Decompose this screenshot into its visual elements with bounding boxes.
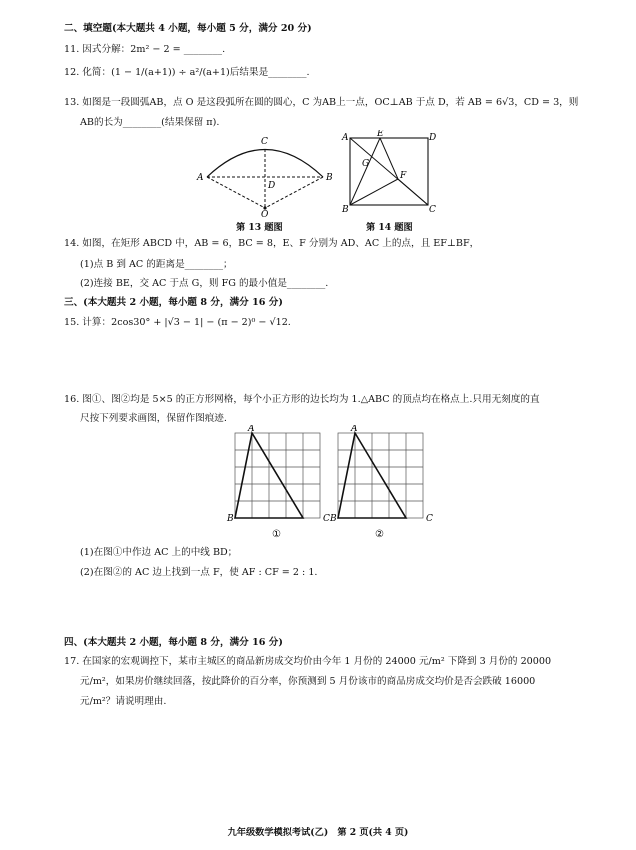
label-a: A xyxy=(351,425,358,434)
question-13-line2: AB的长为________(结果保留 π). xyxy=(80,117,220,128)
label-a: A xyxy=(197,173,204,183)
question-12 xyxy=(64,66,310,79)
question-12-prefix: 12. 化简： xyxy=(64,67,112,78)
question-16-line1: 16. 图①、图②均是 5×5 的正方形网格，每个小正方形的边长均为 1.△ABC 的顶点均在格点上.只用无刻度的直 xyxy=(64,394,540,405)
question-11: 11. 因式分解：2m² − 2 = ________. xyxy=(64,44,226,55)
label-a: A xyxy=(248,425,255,434)
question-16-line2: 尺按下列要求画图，保留作图痕迹. xyxy=(80,413,227,424)
label-a: A xyxy=(342,133,349,143)
label-d: D xyxy=(268,181,276,191)
question-12-expression: (1 − 1/(a+1)) ÷ a²/(a+1) xyxy=(111,67,230,78)
question-16-part1: (1)在图①中作边 AC 上的中线 BD； xyxy=(80,547,238,558)
label-c: C xyxy=(429,205,436,215)
question-12-suffix: 后结果是________. xyxy=(229,67,310,78)
segment-fc xyxy=(398,179,428,205)
label-d: D xyxy=(429,133,437,143)
question-16-part2: (2)在图②的 AC 边上找到一点 F，使 AF : CF = 2 : 1. xyxy=(80,567,318,578)
grid-figure-2 xyxy=(328,425,443,550)
question-13-line1: 13. 如图是一段圆弧AB，点 O 是这段弧所在圆的圆心，C 为AB上一点，OC⊥AB 于点 D，若 AB = 6√3，CD = 3，则 xyxy=(64,97,579,108)
label-c: C xyxy=(261,137,268,147)
label-c: C xyxy=(426,514,433,524)
label-c: C xyxy=(323,514,330,524)
figure-13-caption: 第 13 题图 xyxy=(236,222,283,233)
label-o: O xyxy=(261,210,269,217)
label-f: F xyxy=(400,171,407,181)
grid-1-label: ① xyxy=(272,529,281,540)
section-3-heading: 三、(本大题共 2 小题，每小题 8 分，满分 16 分) xyxy=(64,297,283,308)
segment-be xyxy=(350,138,380,205)
figure-14-caption: 第 14 题图 xyxy=(366,222,413,233)
figure-14-rectangle-diagram xyxy=(340,130,440,215)
label-b: B xyxy=(342,205,349,215)
label-b: B xyxy=(326,173,333,183)
question-14-line1: 14. 如图，在矩形 ABCD 中，AB = 6，BC = 8，E、F 分别为 AD、AC 上的点，且 EF⊥BF， xyxy=(64,238,480,249)
segment-bf xyxy=(350,179,398,205)
question-14-part2: (2)连接 BE，交 AC 于点 G，则 FG 的最小值是________. xyxy=(80,278,329,289)
section-2-heading: 二、填空题(本大题共 4 小题，每小题 5 分，满分 20 分) xyxy=(64,23,312,34)
figure-13-arc-diagram xyxy=(195,132,335,217)
question-14-part1: (1)点 B 到 AC 的距离是________； xyxy=(80,259,233,270)
label-e: E xyxy=(377,130,384,139)
arc-ab xyxy=(207,150,323,178)
question-15: 15. 计算：2cos30° + |√3 − 1| − (π − 2)⁰ − √12. xyxy=(64,317,291,328)
section-4-heading: 四、(本大题共 2 小题，每小题 8 分，满分 16 分) xyxy=(64,637,283,648)
segment-ef xyxy=(380,138,398,179)
question-17-line3: 元/m²？请说明理由. xyxy=(80,696,167,707)
label-b: B xyxy=(227,514,234,524)
line-oa xyxy=(207,177,265,208)
question-17-line2: 元/m²，如果房价继续回落，按此降价的百分率，你预测到 5 月份该市的商品房成交均价是否会跌破 16000 xyxy=(80,676,536,687)
grid-figure-1 xyxy=(225,425,340,550)
grid-2-label: ② xyxy=(375,529,384,540)
label-g: G xyxy=(362,159,370,169)
page-footer: 九年级数学模拟考试(乙) 第 2 页(共 4 页) xyxy=(227,827,409,838)
question-17-line1: 17. 在国家的宏观调控下，某市主城区的商品新房成交均价由今年 1 月份的 24000 元/m² 下降到 3 月份的 20000 xyxy=(64,656,552,667)
label-b: B xyxy=(330,514,337,524)
